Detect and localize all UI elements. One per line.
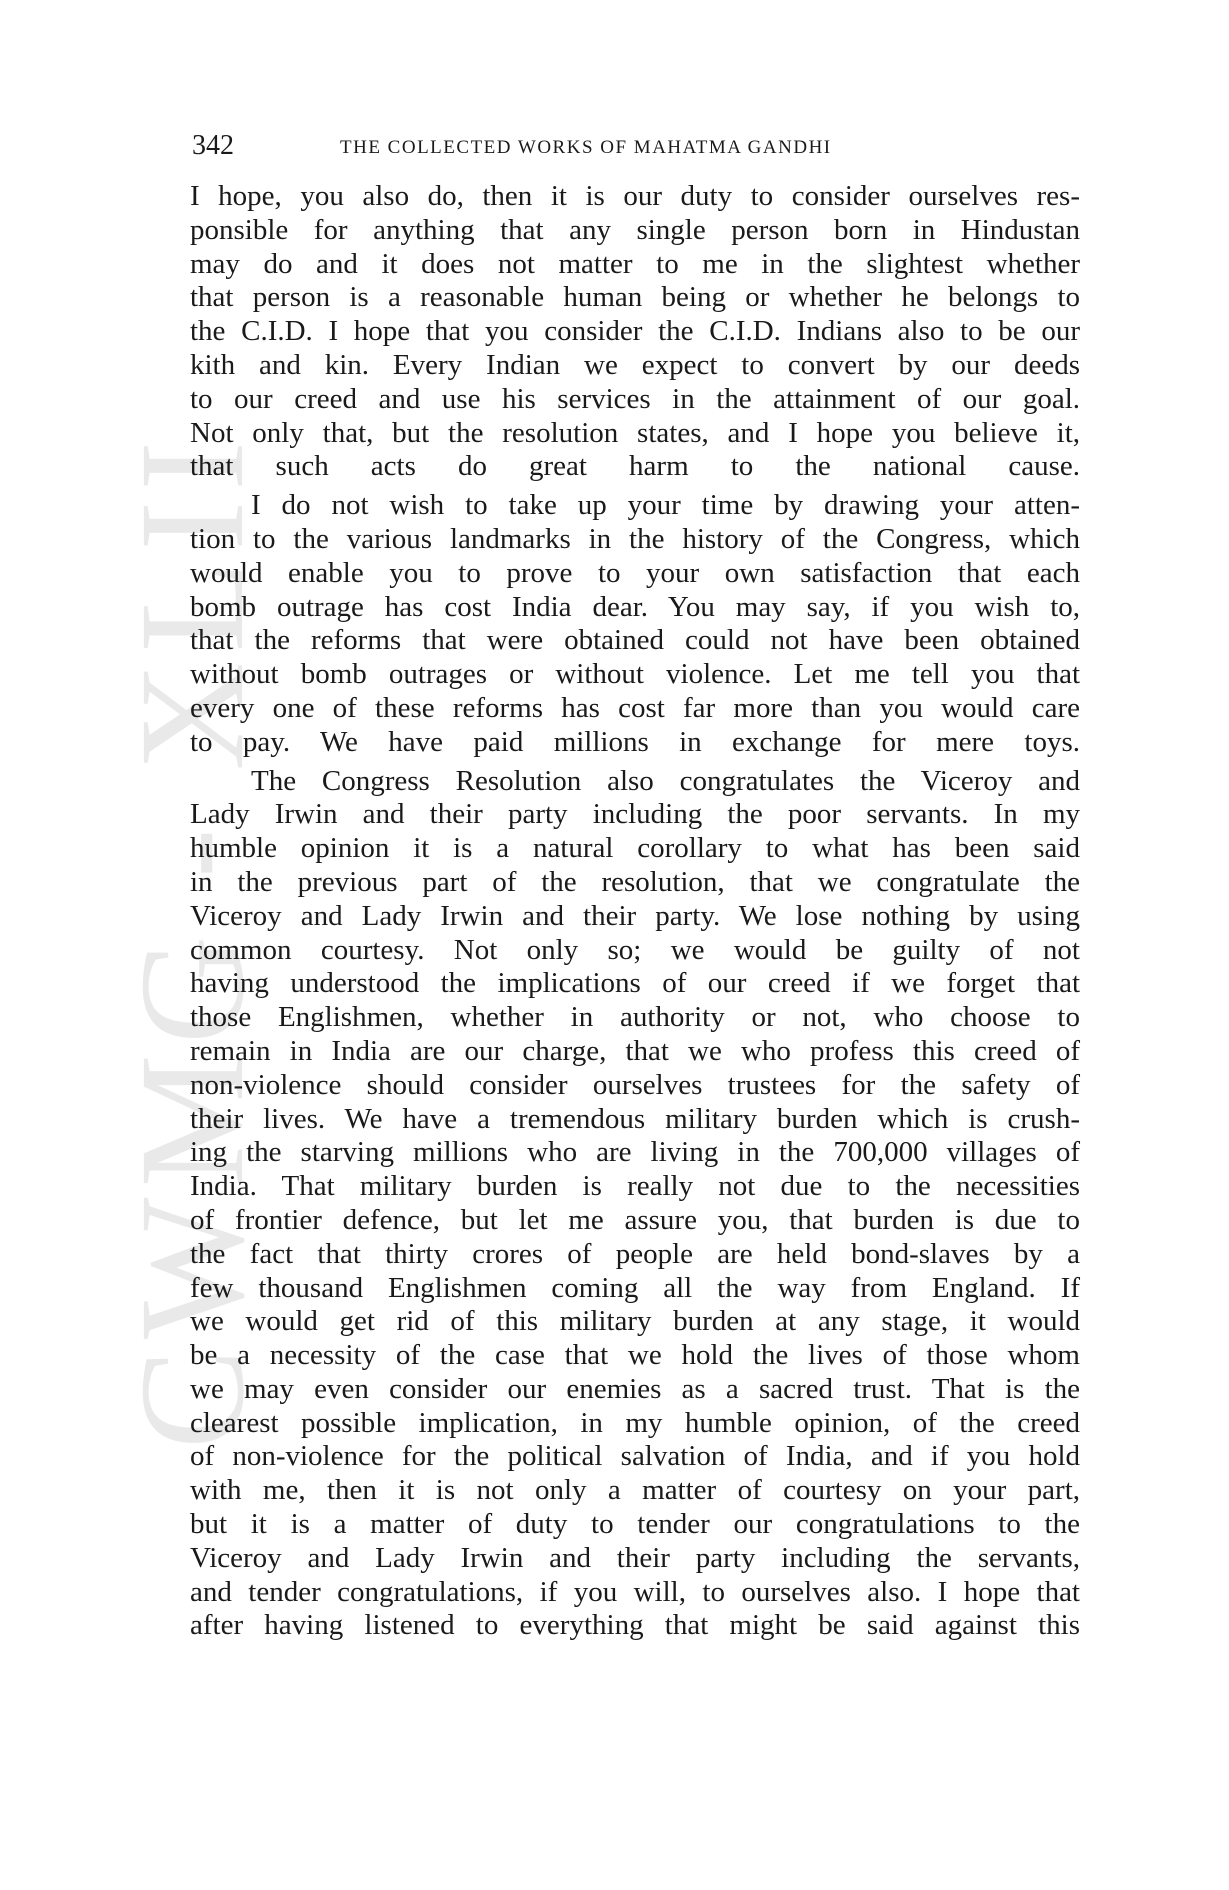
paragraph-3-line: Viceroy and Lady Irwin and their party. We lose nothing by using: [190, 899, 1080, 932]
paragraph-1-line: to our creed and use his services in the attainment of our goal.: [190, 382, 1080, 415]
paragraph-3-line: be a necessity of the case that we hold the lives of those whom: [190, 1339, 1080, 1372]
paragraph-3-line: clearest possible implication, in my humble opinion, of the creed: [190, 1406, 1080, 1439]
paragraph-3-line: we may even consider our enemies as a sacred trust. That is the: [190, 1372, 1080, 1405]
running-head: THE COLLECTED WORKS OF MAHATMA GANDHI: [340, 137, 832, 158]
paragraph-3-line: after having listened to everything that might be said against this: [190, 1609, 1080, 1642]
paragraph-3-line: non-violence should consider ourselves trustees for the safety of: [190, 1068, 1080, 1101]
paragraph-1-line: kith and kin. Every Indian we expect to convert by our deeds: [190, 348, 1080, 381]
paragraph-2-line: every one of these reforms has cost far more than you would care: [190, 691, 1080, 724]
paragraph-3-line: of non-violence for the political salvation of India, and if you hold: [190, 1440, 1080, 1473]
paragraph-1-line: I hope, you also do, then it is our duty to consider ourselves res-: [190, 180, 1080, 212]
paragraph-3-line: having understood the implications of our creed if we forget that: [190, 967, 1080, 1000]
paragraph-2-line: without bomb outrages or without violence. Let me tell you that: [190, 658, 1080, 691]
paragraph-3-line: Lady Irwin and their party including the poor servants. In my: [190, 798, 1080, 831]
paragraph-3-line: those Englishmen, whether in authority or not, who choose to: [190, 1001, 1080, 1034]
paragraph-3-line: The Congress Resolution also congratulates the Viceroy and: [251, 764, 1080, 797]
paragraph-1-line: that such acts do great harm to the national cause.: [190, 450, 1080, 483]
page-header: [192, 126, 1082, 166]
paragraph-3-line: in the previous part of the resolution, that we congratulate the: [190, 865, 1080, 898]
paragraph-2-line: bomb outrage has cost India dear. You may say, if you wish to,: [190, 590, 1080, 623]
body-text: [190, 180, 1080, 1643]
paragraph-1-line: that person is a reasonable human being or whether he belongs to: [190, 281, 1080, 314]
paragraph-3-line: the fact that thirty crores of people are held bond-slaves by a: [190, 1237, 1080, 1270]
paragraph-3-line: ing the starving millions who are living in the 700,000 villages of: [190, 1136, 1080, 1169]
paragraph-2-line: tion to the various landmarks in the history of the Congress, which: [190, 522, 1080, 555]
page-number: 342: [192, 130, 234, 161]
paragraph-3-line: remain in India are our charge, that we who profess this creed of: [190, 1034, 1080, 1067]
paragraph-3-line: of frontier defence, but let me assure you, that burden is due to: [190, 1203, 1080, 1236]
paragraph-1-line: may do and it does not matter to me in the slightest whether: [190, 247, 1080, 280]
paragraph-3-line: common courtesy. Not only so; we would be guilty of not: [190, 933, 1080, 966]
paragraph-3-line: few thousand Englishmen coming all the way from England. If: [190, 1271, 1080, 1304]
paragraph-2-line: that the reforms that were obtained could not have been obtained: [190, 624, 1080, 657]
paragraph-1-line: the C.I.D. I hope that you consider the C.I.D. Indians also to be our: [190, 315, 1080, 348]
paragraph-1-line: ponsible for anything that any single person born in Hindustan: [190, 213, 1080, 246]
paragraph-3-line: Viceroy and Lady Irwin and their party including the servants,: [190, 1541, 1080, 1574]
paragraph-1-line: Not only that, but the resolution states, and I hope you believe it,: [190, 416, 1080, 449]
paragraph-3-line: with me, then it is not only a matter of courtesy on your part,: [190, 1474, 1080, 1507]
paragraph-2-line: to pay. We have paid millions in exchange for mere toys.: [190, 725, 1080, 758]
paragraph-2-line: I do not wish to take up your time by drawing your atten-: [251, 489, 1080, 522]
paragraph-3-line: but it is a matter of duty to tender our congratulations to the: [190, 1508, 1080, 1541]
paragraph-3-line: humble opinion it is a natural corollary to what has been said: [190, 832, 1080, 865]
paragraph-3-line: India. That military burden is really not due to the necessities: [190, 1170, 1080, 1203]
watermark-text: CWMG - XLII: [109, 430, 276, 1450]
paragraph-3-line: their lives. We have a tremendous military burden which is crush-: [190, 1102, 1080, 1135]
paragraph-2-line: would enable you to prove to your own satisfaction that each: [190, 556, 1080, 589]
paragraph-3-line: and tender congratulations, if you will, to ourselves also. I hope that: [190, 1575, 1080, 1608]
paragraph-3-line: we would get rid of this military burden at any stage, it would: [190, 1305, 1080, 1338]
